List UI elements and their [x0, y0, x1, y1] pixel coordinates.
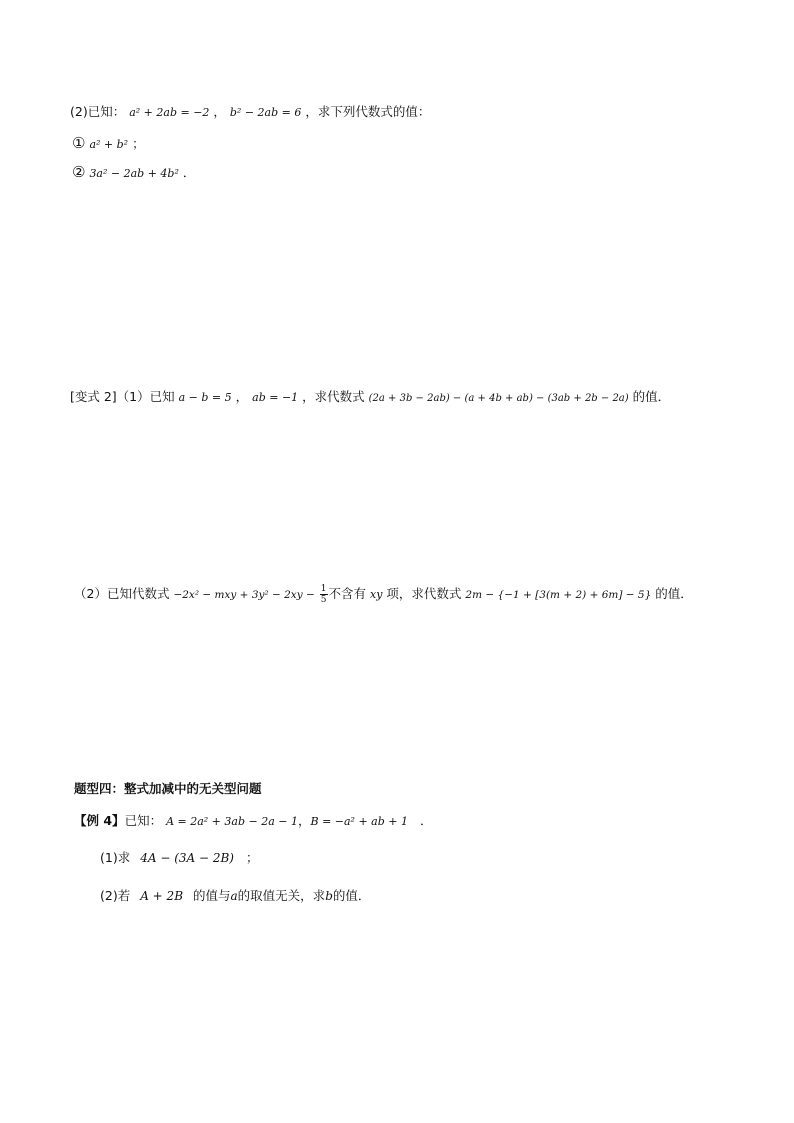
problem-2-tail: ，求下列代数式的值： — [305, 104, 431, 119]
variant-2-head: [变式 2]（1）已知 — [70, 389, 175, 404]
variant-2-equation-1: a − b = 5 — [178, 391, 232, 404]
polynomial-expression: −2x² − mxy + 3y² − 2xy − — [173, 589, 315, 601]
sub-item-2-end: ． — [182, 165, 196, 180]
section-title-type-4: 题型四：整式加减中的无关型问题 — [74, 781, 262, 796]
question-2-mid2: 的取值无关，求 — [237, 888, 326, 903]
variant-2-tail: 的值． — [632, 389, 671, 404]
variant-2-equation-2: ab = −1 — [252, 391, 299, 404]
example-4-head: 已知： — [124, 813, 163, 828]
variable-a: a — [230, 889, 238, 903]
separator: ， — [297, 813, 311, 828]
sub-item-2 — [72, 163, 195, 183]
separator: ， — [213, 104, 226, 119]
example-4-label: 【例 4】 — [74, 813, 125, 828]
separator: ， — [235, 389, 249, 404]
question-2-mid: 的值与 — [193, 888, 231, 903]
equation-B: B = −a² + ab + 1 — [310, 815, 408, 828]
fraction-one-fifth — [320, 584, 328, 605]
question-2-tail: 的值． — [332, 888, 371, 903]
equation-1: a² + 2ab = −2 — [129, 106, 210, 119]
variant-2-part-2-mid1: 不含有 — [328, 586, 367, 601]
question-1-expression: 4A − (3A − 2B) — [140, 851, 234, 865]
fraction-numerator: 1 — [320, 584, 327, 594]
variant-2-mid: ，求代数式 — [302, 389, 365, 404]
sub-item-1-expression: a² + b² — [89, 138, 129, 151]
sub-item-1 — [72, 134, 145, 154]
variant-2-part-1 — [70, 388, 670, 408]
example-4-end: ． — [419, 813, 433, 828]
question-2-expression: A + 2B — [140, 889, 184, 903]
example-4-question-2 — [100, 887, 370, 905]
question-1-end: ； — [245, 850, 259, 865]
example-4-question-1 — [100, 849, 259, 867]
variant-2-part-2-head: （2）已知代数式 — [74, 586, 170, 601]
circled-number-2: ② — [72, 163, 86, 181]
fraction-denominator: 5 — [320, 595, 327, 605]
example-4-line — [74, 812, 432, 831]
target-expression: 2m − {−1 + [3(m + 2) + 6m] − 5} — [465, 589, 652, 601]
circled-number-1: ① — [72, 134, 86, 152]
variant-2-part-2-tail: 的值． — [655, 586, 693, 601]
variable-b: b — [325, 889, 333, 903]
variant-2-expression: (2a + 3b − 2ab) − (a + 4b + ab) − (3ab + 2b − 2a) — [368, 393, 629, 404]
sub-item-1-end: ； — [132, 136, 145, 151]
variant-2-part-2 — [74, 584, 693, 605]
equation-2: b² − 2ab = 6 — [229, 106, 302, 119]
sub-item-2-expression: 3a² − 2ab + 4b² — [89, 167, 179, 180]
problem-2-line — [70, 103, 430, 122]
variant-2-part-2-mid2: 项，求代数式 — [386, 586, 462, 601]
equation-A: A = 2a² + 3ab − 2a − 1 — [166, 815, 298, 828]
problem-2-head: (2)已知： — [70, 104, 126, 119]
question-2-head: (2)若 — [100, 888, 131, 903]
question-1-head: (1)求 — [100, 850, 131, 865]
xy-term: xy — [370, 588, 383, 601]
